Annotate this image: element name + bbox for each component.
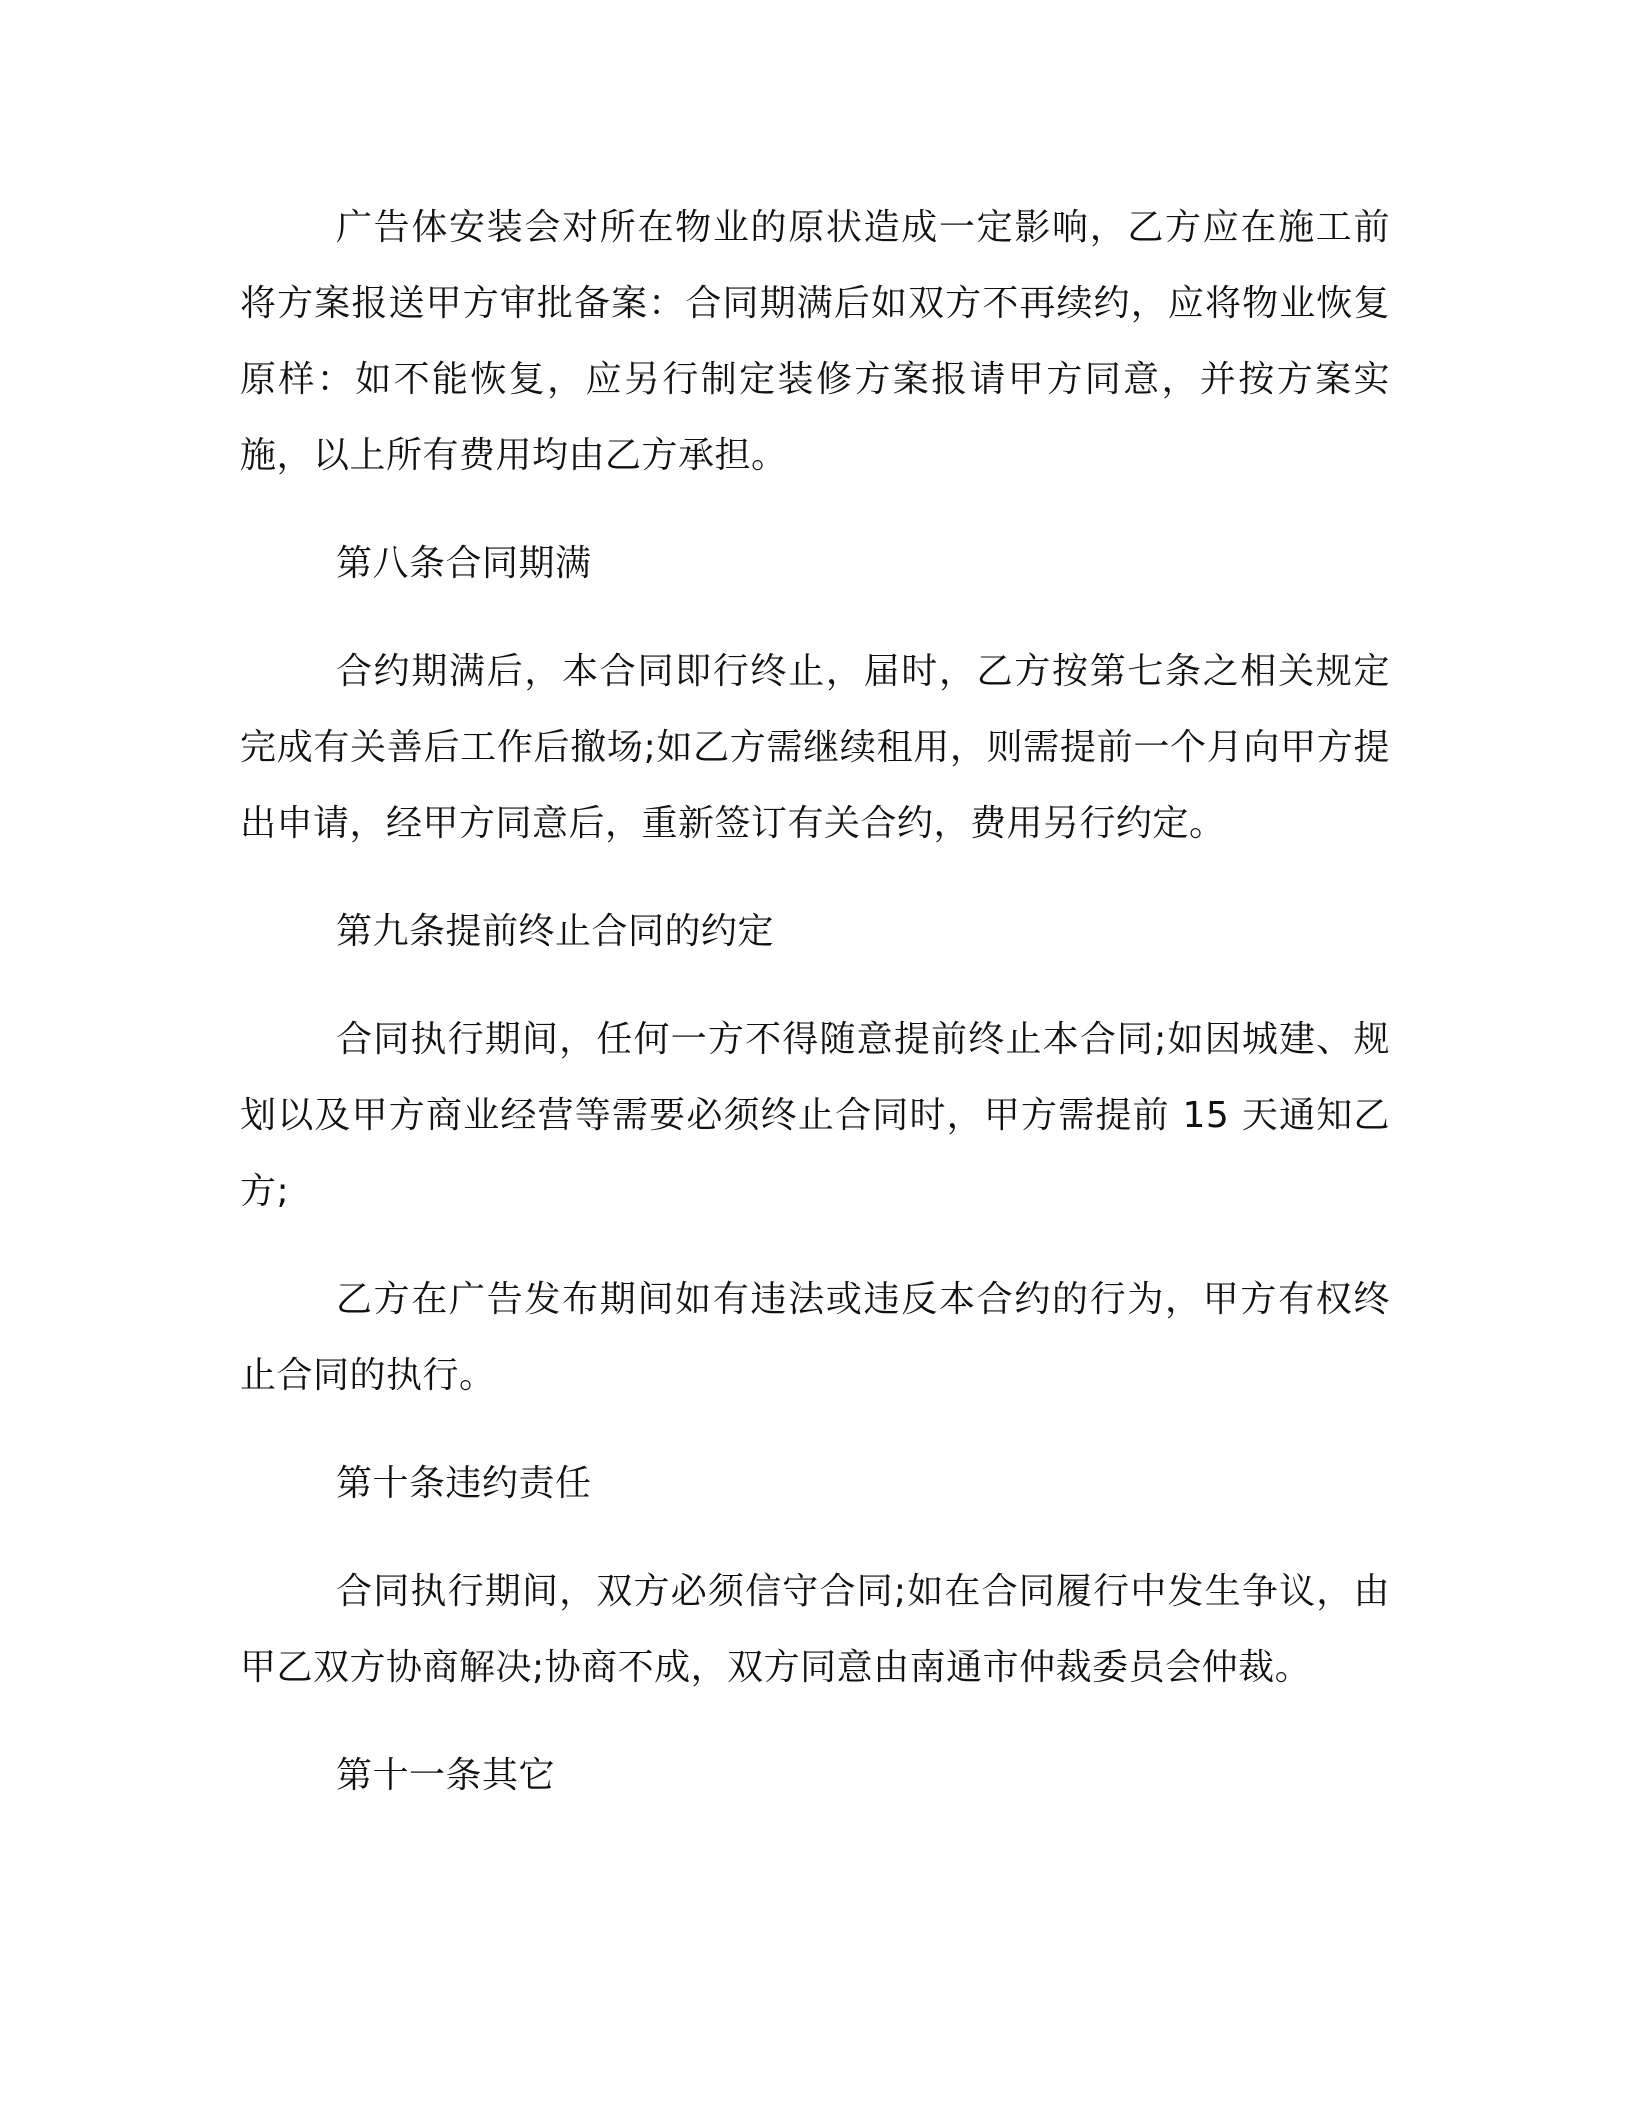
- paragraph-contract-expiry: 合约期满后，本合同即行终止，届时，乙方按第七条之相关规定完成有关善后工作后撤场;如乙方需继续租用，则需提前一个月向甲方提出申请，经甲方同意后，重新签订有关合约，费用另行约定。: [240, 651, 1390, 844]
- paragraph-dispute-resolution: 合同执行期间，双方必须信守合同;如在合同履行中发生争议，由甲乙双方协商解决;协商不成，双方同意由南通市仲裁委员会仲裁。: [240, 1571, 1390, 1688]
- paragraph-early-termination: 合同执行期间，任何一方不得随意提前终止本合同;如因城建、规划以及甲方商业经营等需要必须终止合同时，甲方需提前 15 天通知乙方;: [240, 1019, 1390, 1212]
- heading-article-10: 第十条违约责任: [336, 1463, 592, 1504]
- paragraph-violation-termination: 乙方在广告发布期间如有违法或违反本合约的行为，甲方有权终止合同的执行。: [240, 1279, 1390, 1396]
- paragraph-installation-costs: 广告体安装会对所在物业的原状造成一定影响，乙方应在施工前将方案报送甲方审批备案：合同期满后如双方不再续约，应将物业恢复原样：如不能恢复，应另行制定装修方案报请甲方同意，并按方案实施，以上所有费用均由乙方承担。: [240, 207, 1390, 476]
- document-page: [240, 190, 1390, 1846]
- heading-article-9: 第九条提前终止合同的约定: [336, 911, 775, 952]
- heading-article-11: 第十一条其它: [336, 1755, 556, 1796]
- heading-article-8: 第八条合同期满: [336, 543, 592, 584]
